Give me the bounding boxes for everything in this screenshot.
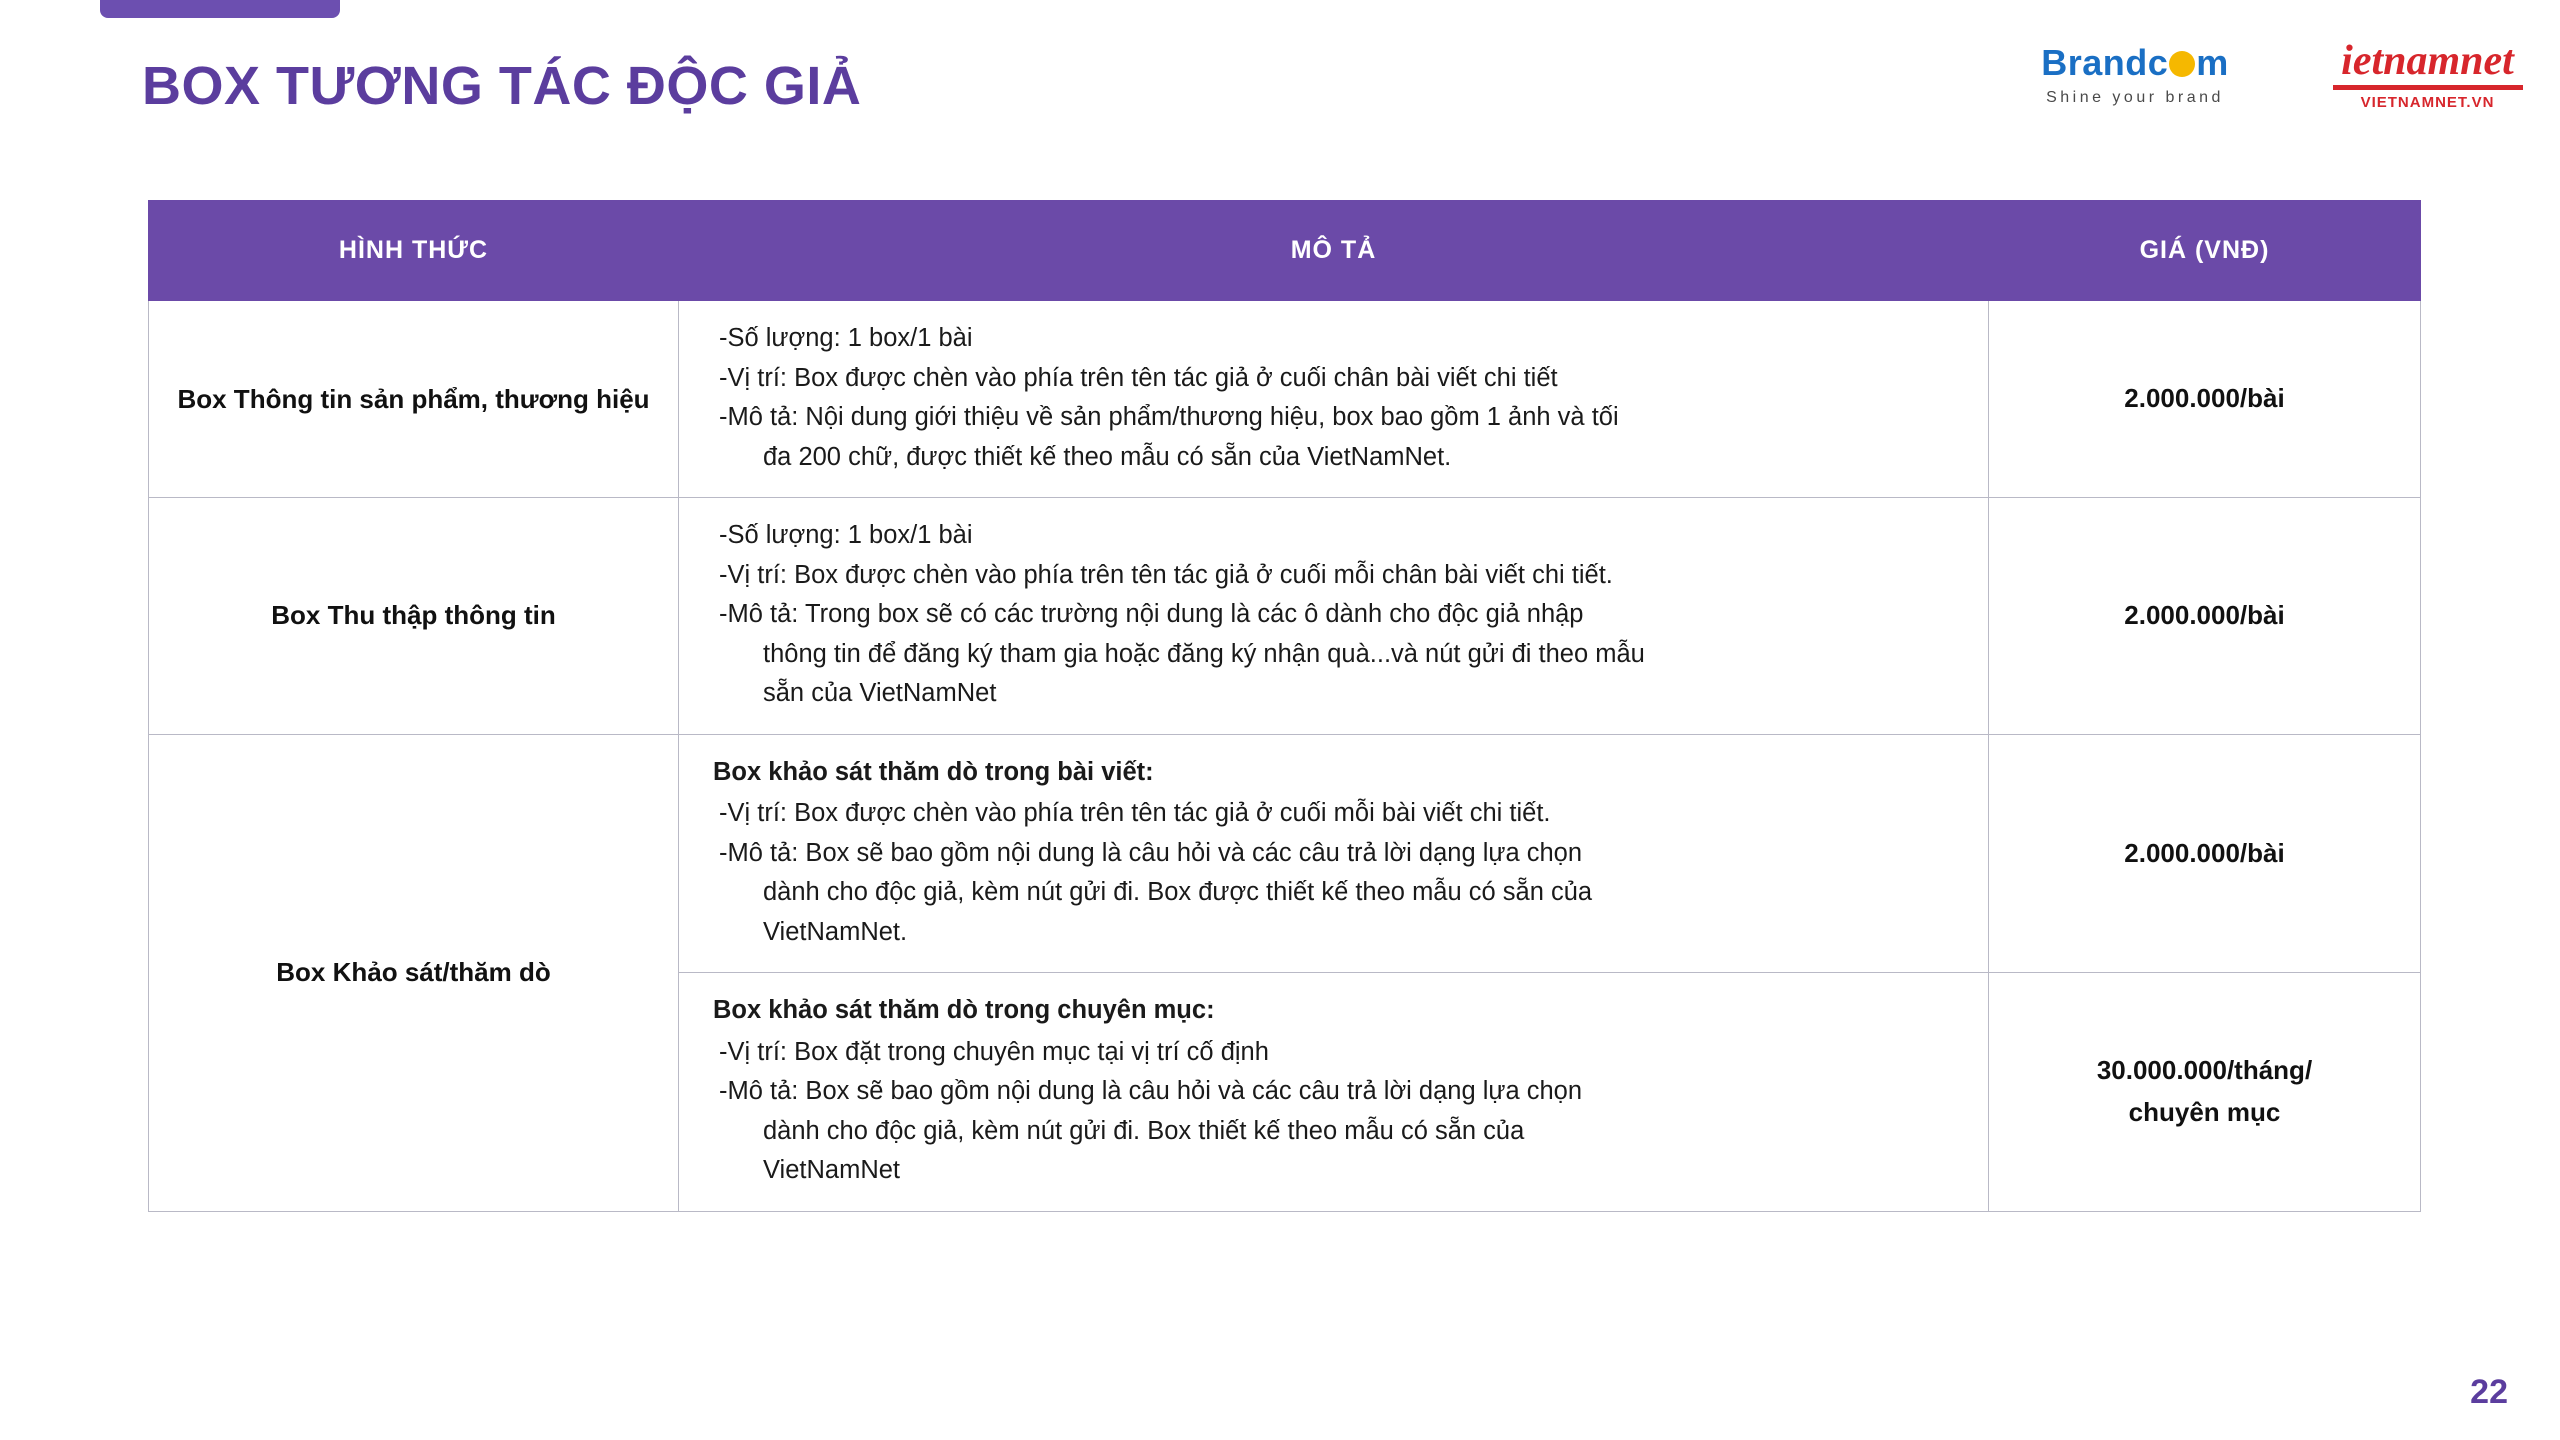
cell-price-product-info-box: 2.000.000/bài <box>1989 301 2421 498</box>
price-line: 30.000.000/tháng/ <box>2096 1055 2313 1086</box>
desc-line: -Mô tả: Box sẽ bao gồm nội dung là câu hỏi và các câu trả lời dạng lựa chọn <box>719 838 1583 867</box>
column-header-price: GIÁ (VNĐ) <box>1989 201 2421 301</box>
desc-line: -Vị trí: Box được chèn vào phía trên tên tác giả ở cuối chân bài viết chi tiết <box>719 363 1558 392</box>
desc-line: sẵn của VietNamNet <box>763 679 997 708</box>
desc-heading: Box khảo sát thăm dò trong bài viết: <box>713 757 1154 786</box>
cell-description-survey-in-section <box>679 973 1989 1212</box>
vietnamnet-logo <box>2320 40 2535 110</box>
desc-line: thông tin để đăng ký tham gia hoặc đăng ký nhận quà...và nút gửi đi theo mẫu <box>763 639 1645 668</box>
desc-line: đa 200 chữ, được thiết kế theo mẫu có sẵn của VietNamNet. <box>763 442 1452 471</box>
table-row <box>149 734 2421 973</box>
desc-line: dành cho độc giả, kèm nút gửi đi. Box thiết kế theo mẫu có sẵn của <box>763 1116 1525 1145</box>
desc-line: VietNamNet. <box>763 917 908 946</box>
cell-price-info-collect-box: 2.000.000/bài <box>1989 498 2421 735</box>
cell-price-survey-in-article: 2.000.000/bài <box>1989 734 2421 973</box>
desc-line: -Vị trí: Box đặt trong chuyên mục tại vị trí cố định <box>719 1037 1269 1066</box>
column-header-description: MÔ TẢ <box>679 201 1989 301</box>
desc-heading: Box khảo sát thăm dò trong chuyên mục: <box>713 996 1215 1025</box>
desc-line: -Vị trí: Box được chèn vào phía trên tên tác giả ở cuối mỗi bài viết chi tiết. <box>719 799 1551 828</box>
cell-description-product-info-box <box>679 301 1989 498</box>
brandcom-logo-wordmark <box>2020 42 2250 83</box>
table-row <box>149 498 2421 735</box>
cell-form-product-info-box: Box Thông tin sản phẩm, thương hiệu <box>149 301 679 498</box>
table-row <box>149 301 2421 498</box>
desc-line: dành cho độc giả, kèm nút gửi đi. Box được thiết kế theo mẫu có sẵn của <box>763 878 1593 907</box>
price-line: chuyên mục <box>2128 1097 2281 1127</box>
decorative-top-tab <box>100 0 340 18</box>
desc-line: -Vị trí: Box được chèn vào phía trên tên tác giả ở cuối mỗi chân bài viết chi tiết. <box>719 560 1613 589</box>
page-number: 22 <box>2470 1373 2508 1411</box>
brandcom-logo-tagline: Shine your brand <box>2046 89 2224 106</box>
cell-price-survey-in-section <box>1989 973 2421 1212</box>
brandcom-logo-part3: m <box>2196 42 2229 83</box>
desc-line: -Mô tả: Box sẽ bao gồm nội dung là câu hỏi và các câu trả lời dạng lựa chọn <box>719 1077 1583 1106</box>
brandcom-logo <box>2020 42 2250 106</box>
cell-form-survey-box: Box Khảo sát/thăm dò <box>149 734 679 1211</box>
desc-line: -Mô tả: Trong box sẽ có các trường nội dung là các ô dành cho độc giả nhập <box>719 600 1584 629</box>
desc-line: -Mô tả: Nội dung giới thiệu về sản phẩm/thương hiệu, box bao gồm 1 ảnh và tối <box>719 403 1619 432</box>
vietnamnet-logo-domain: VIETNAMNET.VN <box>2360 94 2495 111</box>
brandcom-logo-part2: c <box>2147 42 2169 83</box>
vietnamnet-logo-underline <box>2333 85 2523 90</box>
vietnamnet-logo-wordmark: ietnamnet <box>2341 38 2514 84</box>
desc-line: -Số lượng: 1 box/1 bài <box>719 521 973 550</box>
desc-line: VietNamNet <box>763 1156 901 1185</box>
page-title: BOX TƯƠNG TÁC ĐỘC GIẢ <box>142 56 862 116</box>
table-header-row <box>149 201 2421 301</box>
cell-description-survey-in-article <box>679 734 1989 973</box>
cell-form-info-collect-box: Box Thu thập thông tin <box>149 498 679 735</box>
brandcom-logo-dot-icon <box>2169 51 2195 77</box>
cell-description-info-collect-box <box>679 498 1989 735</box>
brandcom-logo-part1: Brand <box>2041 42 2148 83</box>
pricing-table <box>148 200 2421 1212</box>
desc-line: -Số lượng: 1 box/1 bài <box>719 324 973 352</box>
column-header-form: HÌNH THỨC <box>149 201 679 301</box>
